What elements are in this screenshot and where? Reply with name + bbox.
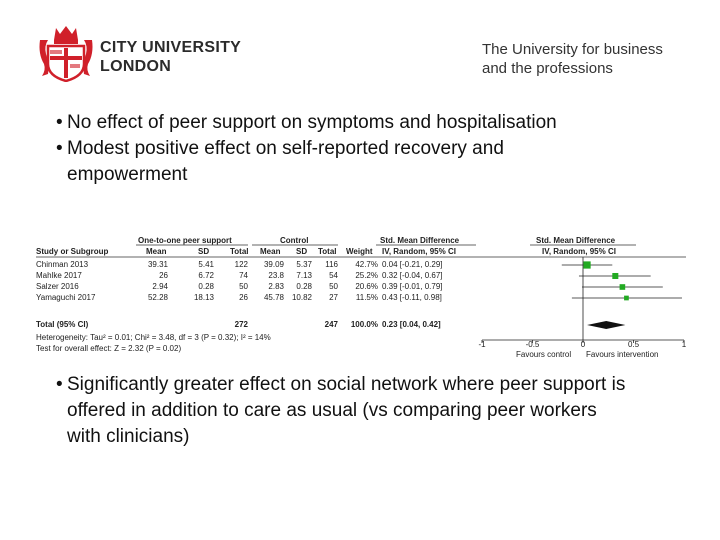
col-sd: SD <box>198 247 210 256</box>
sd2-value: 5.37 <box>296 260 312 269</box>
university-line1: CITY UNIVERSITY <box>100 39 242 56</box>
total-weight: 100.0% <box>350 320 378 329</box>
tagline-line1: The University for business <box>482 41 663 58</box>
total2-value: 116 <box>325 260 338 269</box>
effect-marker <box>624 296 629 301</box>
x-tick-label: -1 <box>478 340 486 349</box>
group1-header: One-to-one peer support <box>138 236 232 245</box>
bullet-dot: • <box>56 374 63 395</box>
mean2-value: 39.09 <box>263 260 284 269</box>
bullet-item <box>56 110 657 136</box>
mean1-value: 2.94 <box>152 282 168 291</box>
col-weight: Weight <box>346 247 373 256</box>
bullet-text: No effect of peer support on symptoms and hospitalisation <box>67 112 557 133</box>
weight-value: 42.7% <box>355 260 378 269</box>
total2-value: 54 <box>329 271 338 280</box>
effect-marker <box>620 284 626 290</box>
smd-sub: IV, Random, 95% CI <box>382 247 456 256</box>
effect-marker <box>612 273 618 279</box>
tagline <box>482 40 663 78</box>
sd1-value: 6.72 <box>198 271 214 280</box>
x-tick-label: 0.5 <box>627 340 640 349</box>
total2-value: 50 <box>329 282 338 291</box>
mean1-value: 26 <box>159 271 168 280</box>
bullet-dot: • <box>56 138 63 159</box>
weight-value: 11.5% <box>355 293 378 302</box>
col-sd2: SD <box>296 247 308 256</box>
weight-value: 20.6% <box>355 282 378 291</box>
crest-icon <box>36 20 96 82</box>
effect-marker <box>583 261 590 268</box>
sd1-value: 5.41 <box>198 260 214 269</box>
sd2-value: 0.28 <box>296 282 312 291</box>
total1-value: 50 <box>239 282 248 291</box>
total-label: Total (95% CI) <box>36 320 89 329</box>
bullet-text: Modest positive effect on self-reported recovery and empowerment <box>67 138 504 185</box>
study-name: Chinman 2013 <box>36 260 89 269</box>
col-study: Study or Subgroup <box>36 247 109 256</box>
mean2-value: 23.8 <box>268 271 284 280</box>
overall-effect-text: Test for overall effect: Z = 2.32 (P = 0.02) <box>36 344 182 353</box>
study-name: Mahlke 2017 <box>36 271 82 280</box>
bullet-list-bottom <box>56 372 627 450</box>
x-tick-label: 1 <box>681 340 687 349</box>
col-mean: Mean <box>146 247 167 256</box>
total1-value: 122 <box>234 260 248 269</box>
x-tick-label: 0 <box>580 340 586 349</box>
ci-value: 0.04 [-0.21, 0.29] <box>382 260 443 269</box>
tagline-line2: and the professions <box>482 60 613 77</box>
study-name: Salzer 2016 <box>36 282 79 291</box>
bullet-item <box>56 136 657 188</box>
total1-value: 74 <box>239 271 248 280</box>
university-name <box>100 38 241 76</box>
smd-plot-header: Std. Mean Difference <box>536 236 616 245</box>
col-total: Total <box>230 247 249 256</box>
bullet-item <box>56 372 627 450</box>
mean2-value: 45.78 <box>263 293 284 302</box>
col-mean2: Mean <box>260 247 281 256</box>
favours-intervention-label: Favours intervention <box>586 350 659 359</box>
mean2-value: 2.83 <box>268 282 284 291</box>
study-name: Yamaguchi 2017 <box>36 293 96 302</box>
favours-control-label: Favours control <box>516 350 572 359</box>
ci-value: 0.43 [-0.11, 0.98] <box>382 293 442 302</box>
sd2-value: 7.13 <box>296 271 312 280</box>
total2: 247 <box>324 320 338 329</box>
mean1-value: 52.28 <box>147 293 168 302</box>
bullet-list-top <box>56 110 657 188</box>
heterogeneity-text: Heterogeneity: Tau² = 0.01; Chi² = 3.48, df = 3 (P = 0.32); I² = 14% <box>36 333 271 342</box>
bullet-dot: • <box>56 112 63 133</box>
university-line2: LONDON <box>100 58 172 75</box>
smd-header: Std. Mean Difference <box>380 236 460 245</box>
smd-plot-sub: IV, Random, 95% CI <box>542 247 616 256</box>
weight-value: 25.2% <box>355 271 378 280</box>
forest-plot <box>36 232 696 362</box>
total1: 272 <box>234 320 248 329</box>
sd1-value: 0.28 <box>198 282 214 291</box>
group2-header: Control <box>280 236 309 245</box>
pooled-diamond <box>587 321 625 329</box>
total1-value: 26 <box>239 293 248 302</box>
bullet-text: Significantly greater effect on social network where peer support is offered in addition to care as usual (vs comparing peer workers with clinicians) <box>67 374 626 447</box>
total2-value: 27 <box>329 293 338 302</box>
col-total2: Total <box>318 247 337 256</box>
x-tick-label: -0.5 <box>525 340 540 349</box>
ci-value: 0.32 [-0.04, 0.67] <box>382 271 443 280</box>
sd1-value: 18.13 <box>193 293 214 302</box>
total-ci: 0.23 [0.04, 0.42] <box>382 320 441 329</box>
mean1-value: 39.31 <box>147 260 168 269</box>
sd2-value: 10.82 <box>291 293 312 302</box>
ci-value: 0.39 [-0.01, 0.79] <box>382 282 443 291</box>
